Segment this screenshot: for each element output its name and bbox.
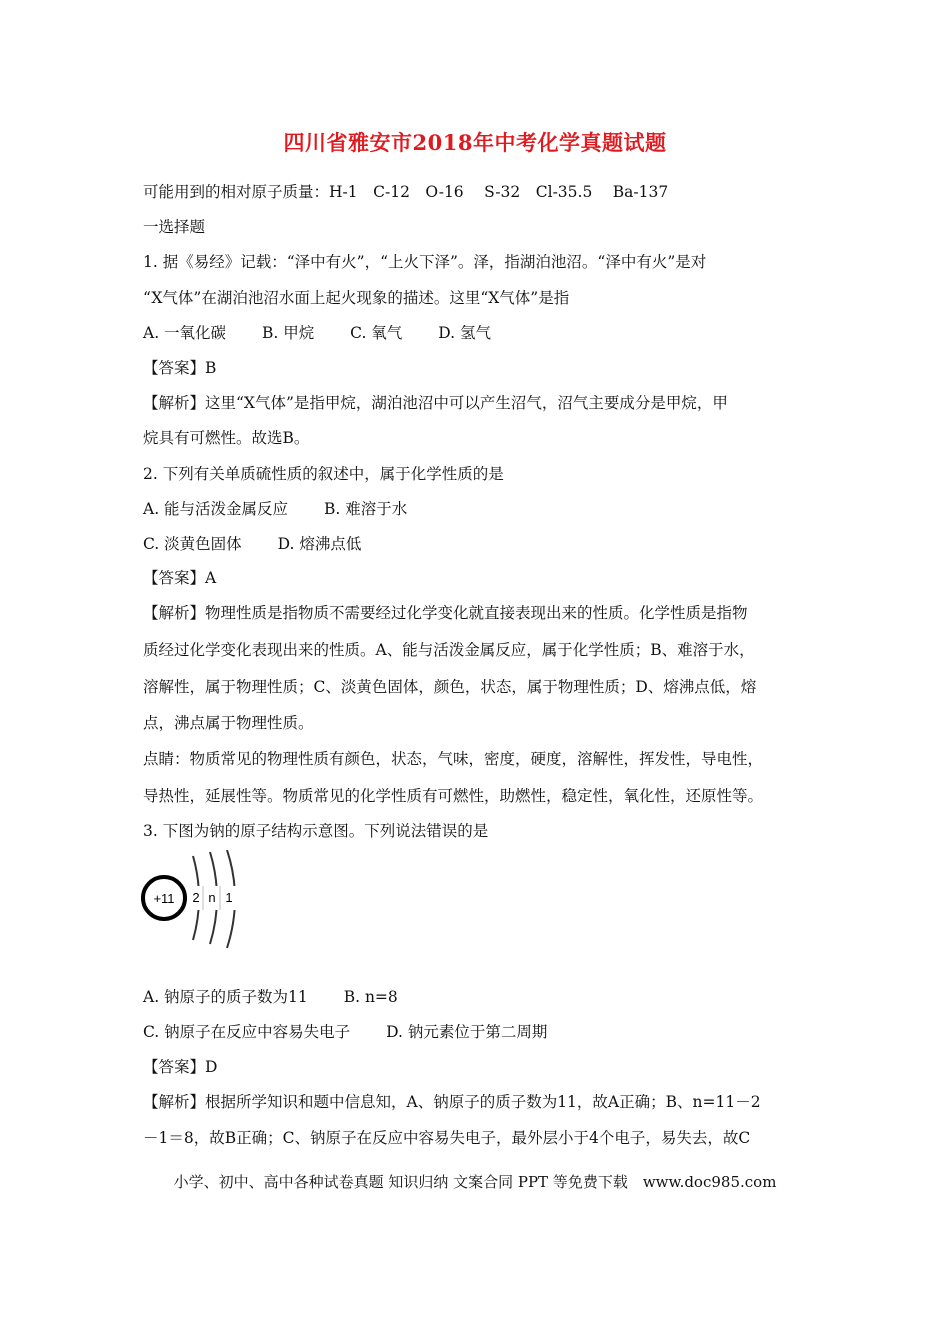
- section-heading: 一选择题: [143, 218, 206, 236]
- q1-stem-line-2: “X气体”在湖泊池沼水面上起火现象的描述。这里“X气体”是指: [143, 289, 570, 307]
- q3-stem: 3. 下图为钠的原子结构示意图。下列说法错误的是: [143, 822, 489, 840]
- q3-answer: 【答案】D: [143, 1058, 218, 1076]
- q3-analysis-line-1: 【解析】根据所学知识和题中信息知，A、钠原子的质子数为11，故A正确；B、n=11－2: [143, 1093, 761, 1111]
- atomic-mass-line: 可能用到的相对原子质量：H-1 C-12 O-16 S-32 Cl-35.5 Ba-137: [143, 183, 669, 201]
- q2-options-line-1: A. 能与活泼金属反应 B. 难溶于水: [143, 500, 408, 518]
- q2-analysis-line-4: 点，沸点属于物理性质。: [143, 714, 314, 732]
- q1-analysis-line-2: 烷具有可燃性。故选B。: [143, 429, 310, 447]
- q1-analysis-line-1: 【解析】这里“X气体”是指甲烷，湖泊池沼中可以产生沼气，沼气主要成分是甲烷，甲: [143, 394, 728, 412]
- q2-analysis-line-3: 溶解性，属于物理性质；C、淡黄色固体，颜色，状态，属于物理性质；D、熔沸点低，熔: [143, 678, 757, 696]
- shell-1-electron-count: 2: [192, 890, 200, 905]
- q2-options-line-2: C. 淡黄色固体 D. 熔沸点低: [143, 535, 362, 553]
- q1-answer: 【答案】B: [143, 359, 217, 377]
- q1-options: A. 一氧化碳 B. 甲烷 C. 氧气 D. 氢气: [143, 324, 491, 342]
- q2-note-line-2: 导热性，延展性等。物质常见的化学性质有可燃性，助燃性，稳定性，氧化性，还原性等。: [143, 787, 764, 805]
- q2-note-line-1: 点睛：物质常见的物理性质有颜色，状态，气味，密度，硬度，溶解性，挥发性，导电性，: [143, 750, 764, 768]
- q2-analysis-line-1: 【解析】物理性质是指物质不需要经过化学变化就直接表现出来的性质。化学性质是指物: [143, 604, 748, 622]
- shell-2-electron-count: n: [208, 890, 216, 905]
- atom-nucleus-label: +11: [153, 891, 175, 906]
- page-title: 四川省雅安市2018年中考化学真题试题: [283, 130, 667, 155]
- q3-options-line-2: C. 钠原子在反应中容易失电子 D. 钠元素位于第二周期: [143, 1023, 548, 1041]
- q3-analysis-line-2: －1＝8，故B正确；C、钠原子在反应中容易失电子，最外层小于4个电子，易失去，故C: [143, 1129, 751, 1147]
- sodium-atom-structure-diagram: [140, 850, 250, 950]
- q3-options-line-1: A. 钠原子的质子数为11 B. n=8: [143, 988, 398, 1006]
- q2-stem: 2. 下列有关单质硫性质的叙述中，属于化学性质的是: [143, 465, 504, 483]
- q1-stem-line-1: 1. 据《易经》记载：“泽中有火”，“上火下泽”。泽，指湖泊池沼。“泽中有火”是对: [143, 253, 707, 271]
- q2-answer: 【答案】A: [143, 569, 217, 587]
- q2-analysis-line-2: 质经过化学变化表现出来的性质。A、能与活泼金属反应，属于化学性质；B、难溶于水，: [143, 641, 755, 659]
- page-footer: 小学、初中、高中各种试卷真题 知识归纳 文案合同 PPT 等免费下载 www.doc985.com: [173, 1173, 777, 1191]
- shell-3-electron-count: 1: [225, 890, 233, 905]
